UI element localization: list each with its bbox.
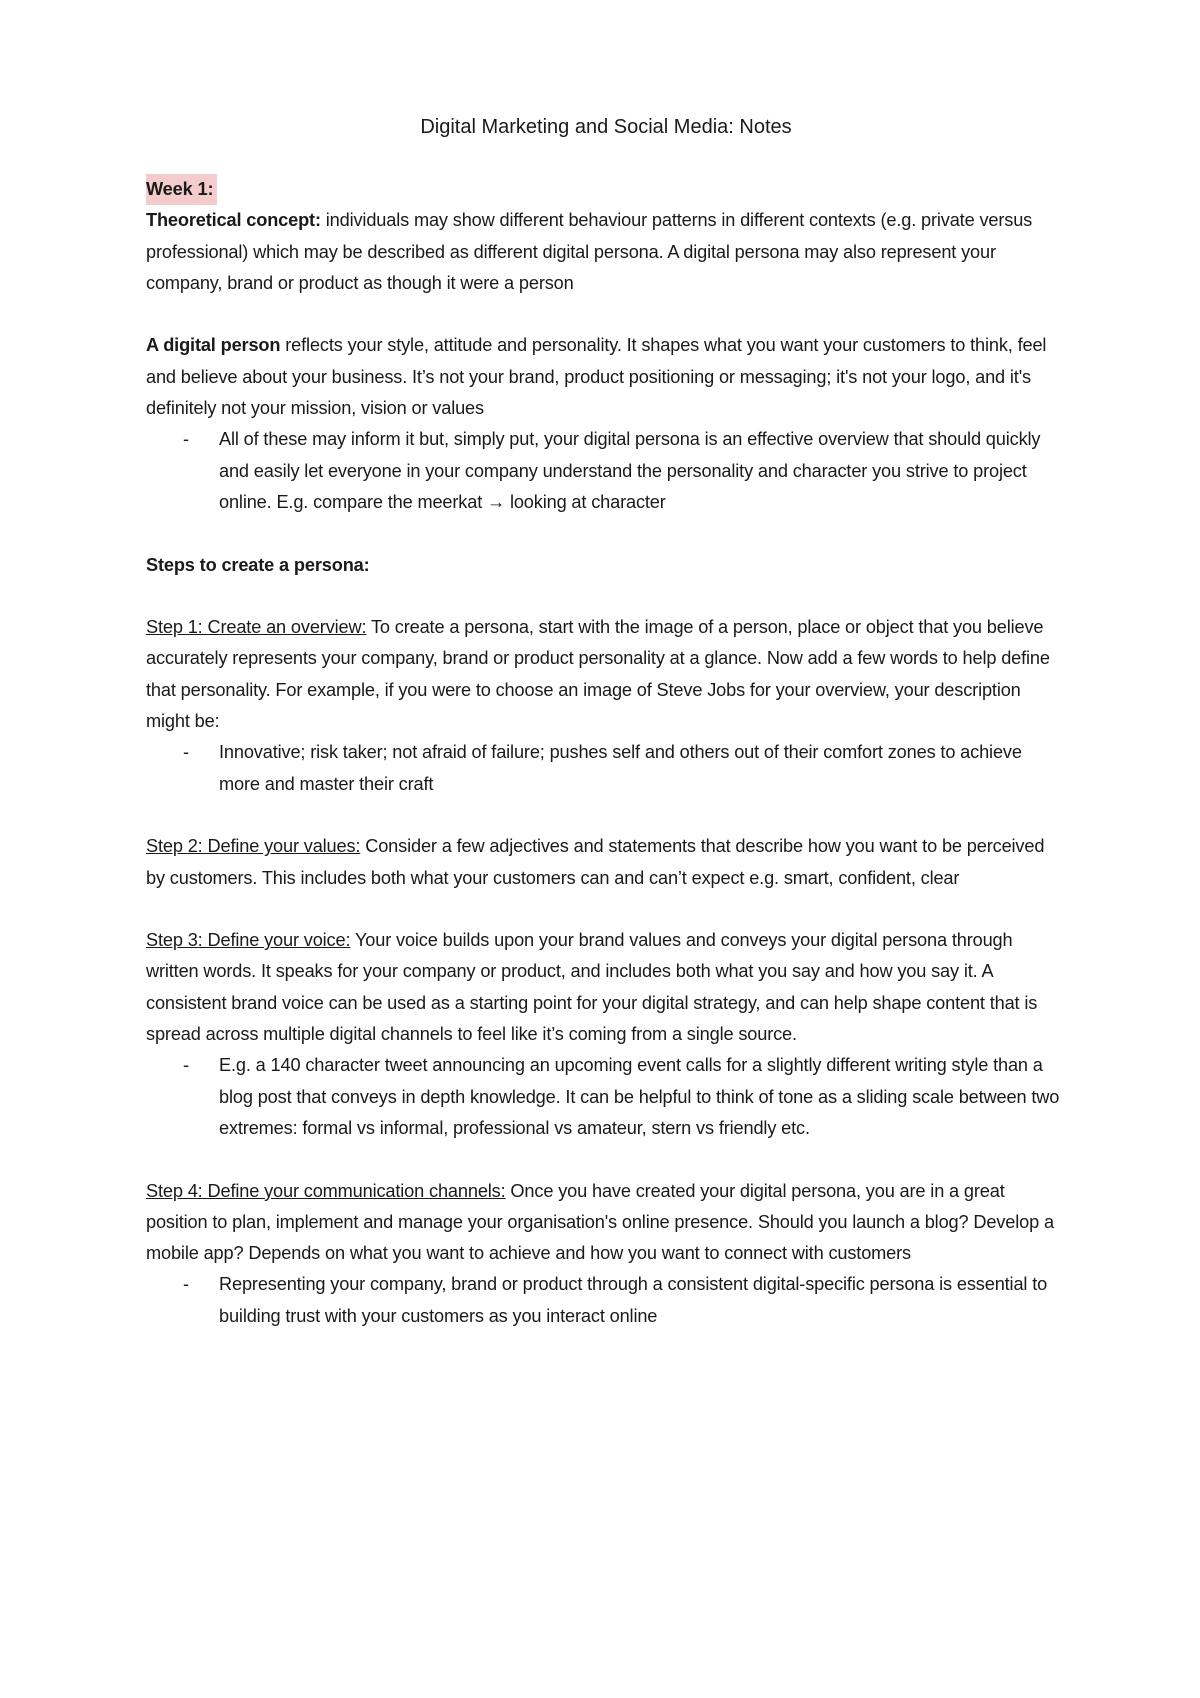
week-heading: Week 1: (146, 174, 217, 205)
theory-label: Theoretical concept: (146, 210, 321, 231)
digital-person-bullets (146, 424, 1066, 518)
step-1-text: To create a persona, start with the image of a person, place or object that you believe accurately represents your company, brand or product personality at a glance. Now add a few words to help define that personality. For example, if you were to choose an image of Steve Jobs for your overview, your description might be: (146, 617, 1050, 732)
digital-person-section (146, 330, 1066, 518)
document-content (146, 112, 1066, 1363)
step-3-section (146, 925, 1066, 1144)
step-2-heading: Step 2: Define your values: (146, 836, 361, 857)
step-2-text: Consider a few adjectives and statements that describe how you want to be perceived by customers. This includes both what your customers can and can’t expect e.g. smart, confident, clear (146, 836, 1045, 888)
step-1-bullets (146, 737, 1066, 800)
list-item-text: Innovative; risk taker; not afraid of failure; pushes self and others out of their comfort zones to achieve more and master their craft (219, 742, 1022, 794)
step-2-section (146, 831, 1066, 894)
step-4-heading: Step 4: Define your communication channels: (146, 1180, 506, 1201)
step-2-paragraph (146, 831, 1066, 894)
step-4-bullets (146, 1269, 1066, 1332)
list-item-text: All of these may inform it but, simply put, your digital persona is an effective overview that should quickly and easily let everyone in your company understand the personality and character you strive to project online. E.g. compare the meerkat → looking at character (219, 429, 1041, 512)
theory-text: individuals may show different behaviour patterns in different contexts (e.g. private versus professional) which may be described as different digital persona. A digital persona may also represent your company, brand or product as though it were a person (146, 210, 1033, 293)
week-heading-line (146, 174, 1066, 205)
dash-bullet: - (183, 429, 189, 450)
step-4-paragraph (146, 1176, 1066, 1270)
step-3-heading: Step 3: Define your voice: (146, 930, 351, 951)
dash-bullet: - (183, 742, 189, 763)
step-3-bullets (146, 1050, 1066, 1144)
steps-heading-section (146, 550, 1066, 581)
digital-person-paragraph (146, 330, 1066, 424)
dash-bullet: - (183, 1274, 189, 1295)
steps-heading-line (146, 550, 1066, 581)
step-1-heading: Step 1: Create an overview: (146, 617, 367, 638)
list-item (146, 1050, 1066, 1144)
list-item (146, 737, 1066, 800)
step-3-paragraph (146, 925, 1066, 1050)
steps-heading: Steps to create a persona: (146, 554, 370, 575)
step-3-text: Your voice builds upon your brand values and conveys your digital persona through written words. It speaks for your company or product, and includes both what you say and how you say it. A consistent brand voice can be used as a starting point for your digital strategy, and can help shape content that is spread across multiple digital channels to feel like it’s coming from a single source. (146, 930, 1038, 1045)
theory-paragraph (146, 205, 1066, 299)
dash-bullet: - (183, 1055, 189, 1076)
step-4-text: Once you have created your digital persona, you are in a great position to plan, implement and manage your organisation's online presence. Should you launch a blog? Develop a mobile app? Depends on what you want to achieve and how you want to connect with customers (146, 1180, 1054, 1264)
list-item-text: E.g. a 140 character tweet announcing an upcoming event calls for a slightly different writing style than a blog post that conveys in depth knowledge. It can be helpful to think of tone as a sliding scale between two extremes: formal vs informal, professional vs amateur, stern vs friendly etc. (219, 1055, 1060, 1138)
step-1-paragraph (146, 612, 1066, 737)
list-item (146, 1269, 1066, 1332)
digital-person-label: A digital person (146, 335, 281, 356)
list-item (146, 424, 1066, 518)
digital-person-text: reflects your style, attitude and personality. It shapes what you want your customers to think, feel and believe about your business. It’s not your brand, product positioning or messaging; it's not your logo, and it's definitely not your mission, vision or values (146, 335, 1047, 419)
week-1-section (146, 174, 1066, 299)
step-1-section (146, 612, 1066, 800)
step-4-section (146, 1176, 1066, 1332)
list-item-text: Representing your company, brand or product through a consistent digital-specific persona is essential to building trust with your customers as you interact online (219, 1274, 1048, 1326)
document-title: Digital Marketing and Social Media: Notes (420, 116, 792, 138)
